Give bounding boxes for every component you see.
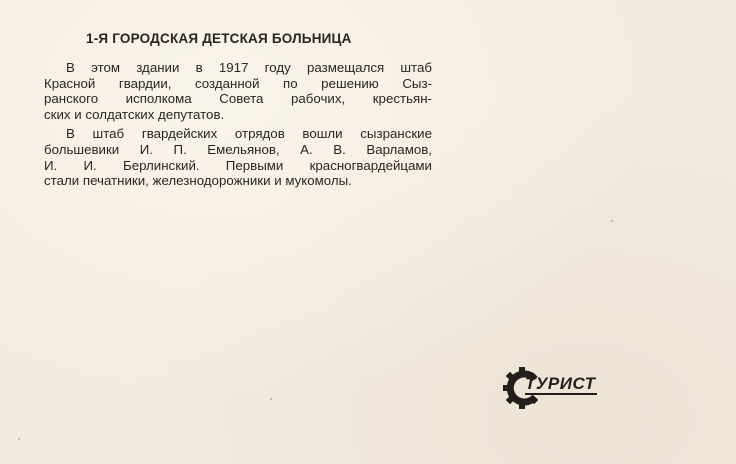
logo-text: ТУРИСТ [525,374,596,393]
publisher-logo [503,365,615,411]
text-line: В этом здании в 1917 году размещался штаб [66,60,432,75]
paper-speck [270,398,272,400]
text-line: ских и солдатских депутатов. [44,106,225,122]
text-line: Красной гвардии, созданной по решению Сыз- [44,75,432,91]
paper-speck [611,220,613,222]
text-line: большевики И. П. Емельянов, А. В. Варламов, [44,141,432,157]
text-line: В штаб гвардейских отрядов вошли сызранские [66,126,432,142]
text-line: стали печатники, железнодорожники и мукомолы. [44,173,352,189]
page-title: 1-Я ГОРОДСКАЯ ДЕТСКАЯ БОЛЬНИЦА [86,31,352,46]
body-text [44,60,432,189]
paper-speck [18,438,20,440]
text-line: И. И. Берлинский. Первыми красногвардейцами [44,157,432,173]
text-line: ранского исполкома Совета рабочих, крестьян- [44,91,432,107]
